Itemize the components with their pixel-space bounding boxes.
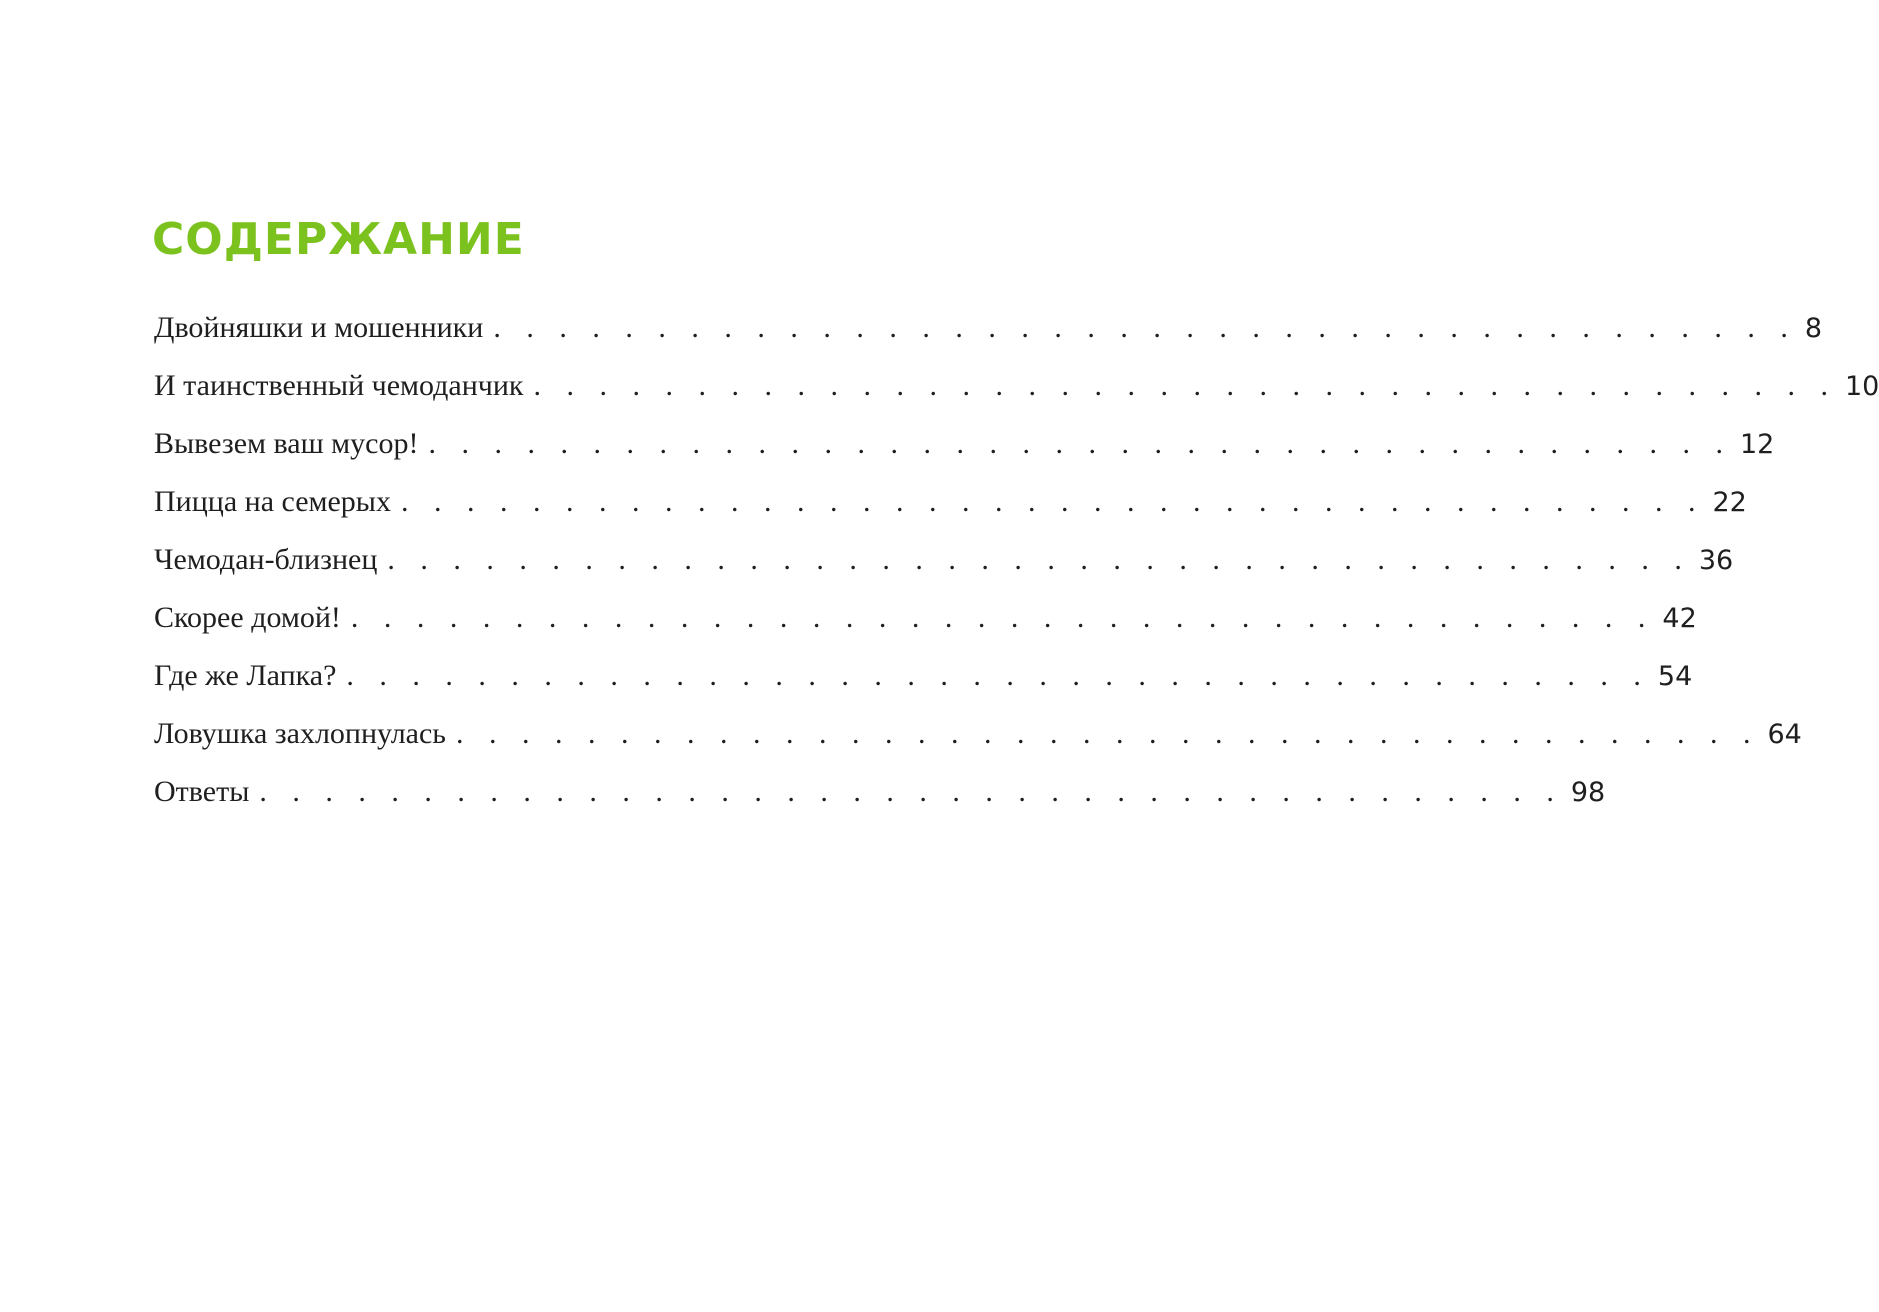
toc-page-number: 8 xyxy=(1804,313,1822,344)
toc-page-number: 22 xyxy=(1712,487,1747,518)
toc-page-number: 12 xyxy=(1739,429,1775,460)
toc-entry xyxy=(154,479,1747,537)
dot-leader: . . . . . . . . . . . . . . . . . . . . . . . . . . . . . . . . . . . . . . . . xyxy=(456,717,1760,750)
dot-leader: . . . . . . . . . . . . . . . . . . . . . . . . . . . . . . . . . . . . . . . . xyxy=(350,601,1655,634)
toc-entry xyxy=(154,537,1734,595)
dot-leader: . . . . . . . . . . . . . . . . . . . . . . . . . . . . . . . . . . . . . . . . xyxy=(493,311,1797,344)
toc-entry xyxy=(154,769,1606,827)
toc-entry-title: Чемодан-близнец xyxy=(154,543,378,576)
dot-leader: . . . . . . . . . . . . . . . . . . . . . . . . . . . . . . . . . . . . . . . . xyxy=(428,427,1732,460)
toc-page-number: 98 xyxy=(1570,777,1606,808)
toc-page-number: 54 xyxy=(1657,661,1693,692)
toc-page-number: 36 xyxy=(1698,545,1734,576)
toc-entry-title: Двойняшки и мошенники xyxy=(154,311,484,344)
toc-entry xyxy=(154,711,1802,769)
toc-entry xyxy=(154,305,1822,363)
toc-entry xyxy=(154,421,1775,479)
toc-entry xyxy=(154,363,1879,421)
toc-entry-title: Ловушка захлопнулась xyxy=(154,717,446,750)
toc-page-number: 10 xyxy=(1845,371,1879,402)
toc-entry xyxy=(154,653,1693,711)
toc-entry-title: Где же Лапка? xyxy=(154,659,337,692)
toc-entry xyxy=(154,595,1697,653)
toc-page-number: 42 xyxy=(1662,603,1697,634)
toc-entry-title: Вывезем ваш мусор! xyxy=(154,427,419,460)
dot-leader: . . . . . . . . . . . . . . . . . . . . . . . . . . . . . . . . . . . . . . . . xyxy=(346,659,1650,692)
toc-entry-title: Пицца на семерых xyxy=(154,485,391,518)
dot-leader: . . . . . . . . . . . . . . . . . . . . . . . . . . . . . . . . . . . . . . . . xyxy=(387,543,1691,576)
table-of-contents xyxy=(154,305,1879,827)
contents-heading: СОДЕРЖАНИЕ xyxy=(152,214,525,265)
toc-entry-title: И таинственный чемоданчик xyxy=(154,369,524,402)
dot-leader: . . . . . . . . . . . . . . . . . . . . . . . . . . . . . . . . . . . . . . . . xyxy=(259,775,1563,808)
dot-leader: . . . . . . . . . . . . . . . . . . . . . . . . . . . . . . . . . . . . . . . . xyxy=(533,369,1837,402)
toc-entry-title: Скорее домой! xyxy=(154,601,341,634)
toc-entry-title: Ответы xyxy=(154,775,250,808)
dot-leader: . . . . . . . . . . . . . . . . . . . . . . . . . . . . . . . . . . . . . . . . xyxy=(400,485,1705,518)
toc-page-number: 64 xyxy=(1767,719,1802,750)
